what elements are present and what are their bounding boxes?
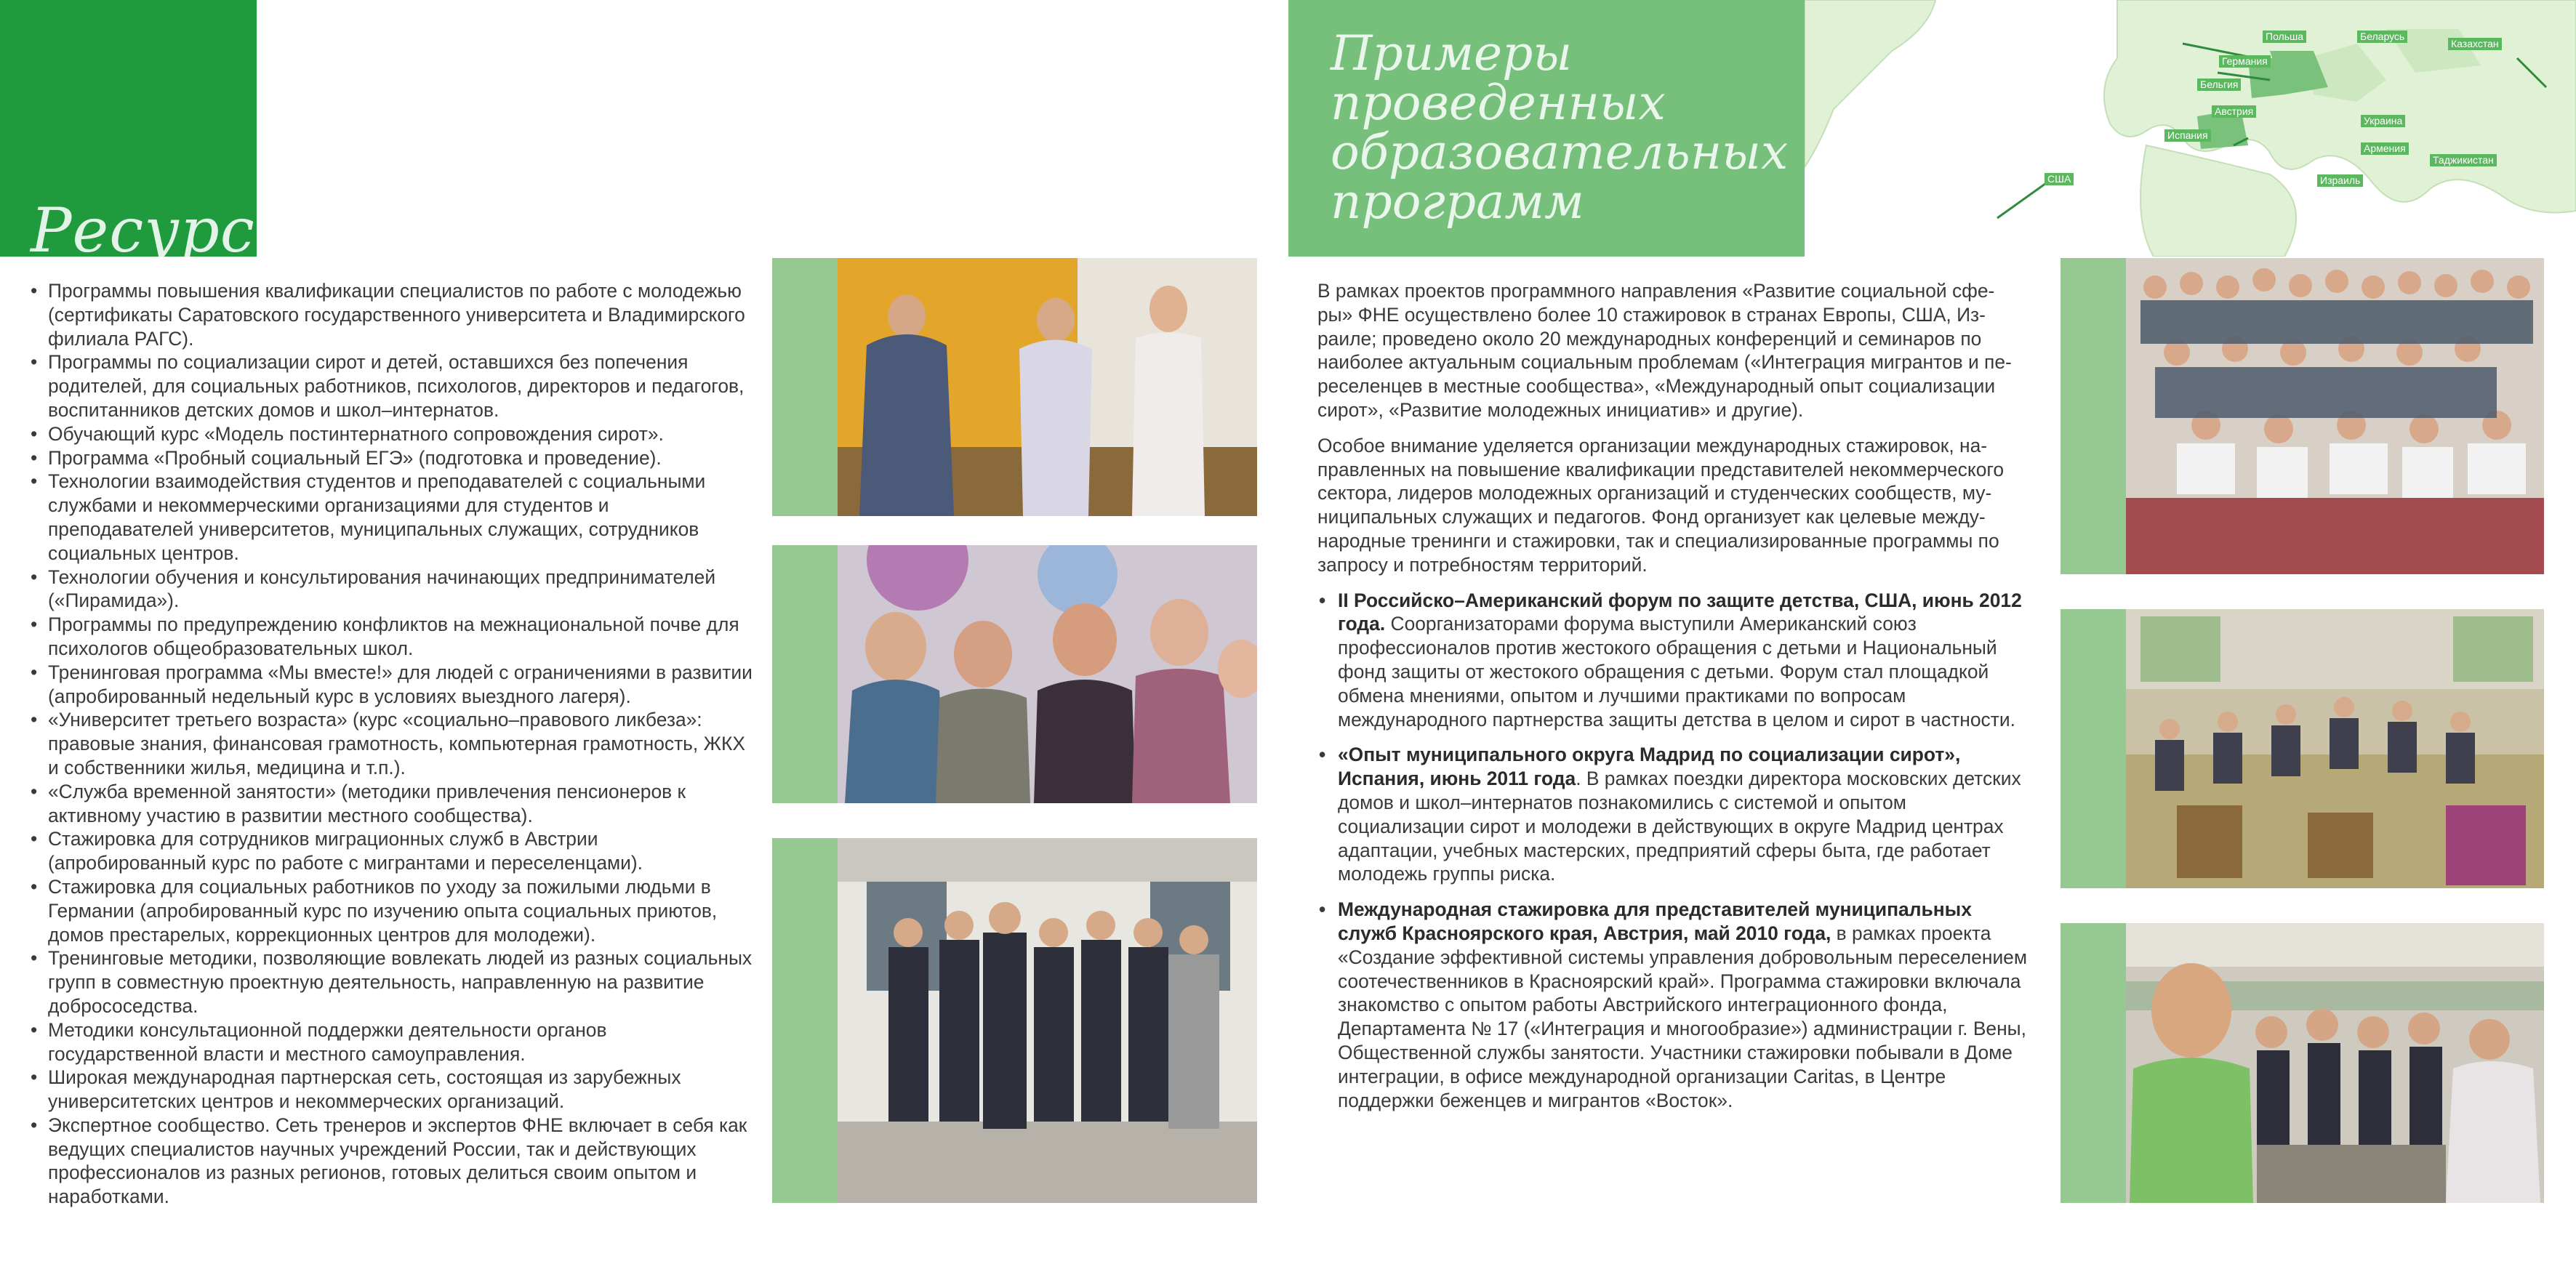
programs-title-line: программ <box>1331 174 1584 230</box>
map-label-poland: Польша <box>2263 31 2306 43</box>
map-label-tajikistan: Таджикистан <box>2430 154 2497 166</box>
map-label-spain: Испания <box>2164 129 2211 142</box>
programs-title-line: проведенных <box>1331 75 1666 131</box>
programs-title-line: образовательных <box>1331 124 1789 180</box>
map-label-austria: Австрия <box>2212 105 2256 118</box>
resources-list <box>29 279 756 1209</box>
photo-women-group <box>838 545 1257 803</box>
programs-item-heading: II Российско–Американский форум по защите детства, США, июнь 2012 года. <box>1338 589 2022 635</box>
resources-list-item: • Обучающий курс «Модель постинтернатного сопровождения сирот». <box>29 422 756 446</box>
resources-list-item: • «Университет третьего возраста» (курс «социально–правового ликбеза»: правовые знания, финансовая грамотность, компьютерная грамотность, ЖКХ и собственники жилья, медицина и т.п.). <box>29 708 756 779</box>
photo-large-group <box>2126 258 2544 574</box>
resources-list-item: • Методики консультационной поддержки деятельности органов государственной власти и местного самоуправления. <box>29 1018 756 1066</box>
programs-item-heading: «Опыт муниципального округа Мадрид по социализации сирот», Испания, июнь 2011 года <box>1338 744 1961 790</box>
map-label-usa: США <box>2045 173 2074 185</box>
map-label-israel: Израиль <box>2317 174 2363 187</box>
resources-list-item: • Технологии взаимодействия студентов и преподавателей с социальными службами и некоммерческими организациями для студентов и преподавателей университетов, муниципальных служащих, сотрудников социальных центров. <box>29 470 756 565</box>
map-label-germany: Германия <box>2219 55 2271 68</box>
world-map <box>1805 0 2576 257</box>
map-label-ukraine: Украина <box>2361 115 2405 127</box>
map-label-armenia: Армения <box>2361 142 2409 155</box>
programs-item-text: Соорганизаторами форума выступили Американский союз профессионалов против жестокого обращения с детьми и Национальный фонд защиты от жестокого обращения с детьми. Форум стал площадкой обмена мнениями, опытом и лучшими практиками по вопросам международного партнерства защиты детства в целом и сирот в частности. <box>1338 613 2015 730</box>
programs-title-line: Примеры <box>1331 25 1573 81</box>
resources-list-item: • Программы по предупреждению конфликтов на межнациональной почве для психологов общеобразовательных школ. <box>29 613 756 661</box>
photo-three-women <box>838 258 1257 516</box>
programs-item-heading: Международная стажировка для представителей муниципальных служб Красноярского края, Австрия, май 2010 года, <box>1338 898 1972 944</box>
photo-seminar-room <box>2126 609 2544 888</box>
programs-list-item <box>1317 898 2030 1112</box>
resources-list-item: • «Служба временной занятости» (методики привлечения пенсионеров к активному участию в развитии местного сообщества). <box>29 780 756 828</box>
programs-list-item <box>1317 743 2030 886</box>
photo-bus-group <box>2126 923 2544 1203</box>
resources-list-item: • Программа «Пробный социальный ЕГЭ» (подготовка и проведение). <box>29 446 756 470</box>
resources-list-item: • Широкая международная партнерская сеть, состоящая из зарубежных университетских центров и некоммерческих организаций. <box>29 1066 756 1114</box>
resources-list-item: • Программы по социализации сирот и детей, оставшихся без попечения родителей, для социальных работников, психологов, директоров и педагогов, воспитанников детских домов и школ–интернатов. <box>29 350 756 422</box>
programs-list <box>1317 589 2030 1113</box>
resources-list-item: • Стажировка для социальных работников по уходу за пожилыми людьми в Германии (апробированный курс по изучению опыта социальных приютов, домов престарелых, коррекционных центров для молодежи). <box>29 875 756 946</box>
resources-list-item: • Тренинговая программа «Мы вместе!» для людей с ограничениями в развитии (апробированный недельный курс в условиях выездного лагеря). <box>29 661 756 709</box>
resources-list-item: • Экспертное сообщество. Сеть тренеров и экспертов ФНЕ включает в себя как ведущих специалистов научных учреждений России, так и действующих профессионалов из разных регионов, готовых делиться своим опытом и наработками. <box>29 1114 756 1209</box>
programs-paragraph: Особое внимание уделяется организации международных стажировок, на- правленных на повышение квалификации представителей некоммерческого сектора, лидеров молодежных организаций и студенческих сообществ, му- ниципальных служащих и педагогов. Фонд организует как целевые между- народные тренинги и стажировки, так и специализированные программы по запросу и потребностям территорий. <box>1317 434 2005 576</box>
programs-paragraph: В рамках проектов программного направления «Развитие социальной сфе- ры» ФНЕ осуществлено более 10 стажировок в странах Европы, США, Из- раиле; проведено около 20 международных конференций и семинаров по наиболее актуальным социальным проблемам («Интеграция мигрантов и пе- реселенцев в местные сообщества», «Международный опыт социализации сирот», «Развитие молодежных инициатив» и другие). <box>1317 280 2012 421</box>
map-label-belarus: Беларусь <box>2357 31 2407 43</box>
map-label-kazakhstan: Казахстан <box>2448 38 2502 50</box>
map-label-belgium: Бельгия <box>2197 79 2241 91</box>
resources-list-item: • Программы повышения квалификации специалистов по работе с молодежью (сертификаты Саратовского государственного университета и Владимирского филиала РАГС). <box>29 279 756 350</box>
resources-list-item: • Технологии обучения и консультирования начинающих предпринимателей («Пирамида»). <box>29 565 756 613</box>
resources-title: Ресурсы <box>31 195 306 266</box>
programs-item-text: . В рамках поездки директора московских детских домов и школ–интернатов познакомились с системой и опытом социализации сирот и молодежи в действующих в округе Мадрид центрах адаптации, учебных мастерских, предприятий сферы быта, где работает молодежь группы риска. <box>1338 768 2021 885</box>
programs-title <box>1331 25 1789 230</box>
programs-item-text: в рамках проекта «Создание эффективной системы управления добровольным переселением соотечественников в Красноярский край». Программа стажировки включала знакомство с опытом работы Австрийского интеграционного фонда, Департамента № 17 («Интеграция и многообразие») администрации г. Вены, Общественной службы занятости. Участники стажировки побывали в Доме интеграции, в офисе международной организации Caritas, в Центре поддержки беженцев и мигрантов «Восток». <box>1338 922 2027 1111</box>
programs-list-item <box>1317 589 2030 732</box>
programs-body <box>1317 279 2030 1124</box>
resources-list-item: • Стажировка для сотрудников миграционных служб в Австрии (апробированный курс по работе с мигрантами и переселенцами). <box>29 827 756 875</box>
photo-group-stairs <box>838 838 1257 1203</box>
resources-list-item: • Тренинговые методики, позволяющие вовлекать людей из разных социальных групп в совместную проектную деятельность, направленную на развитие добрососедства. <box>29 946 756 1018</box>
